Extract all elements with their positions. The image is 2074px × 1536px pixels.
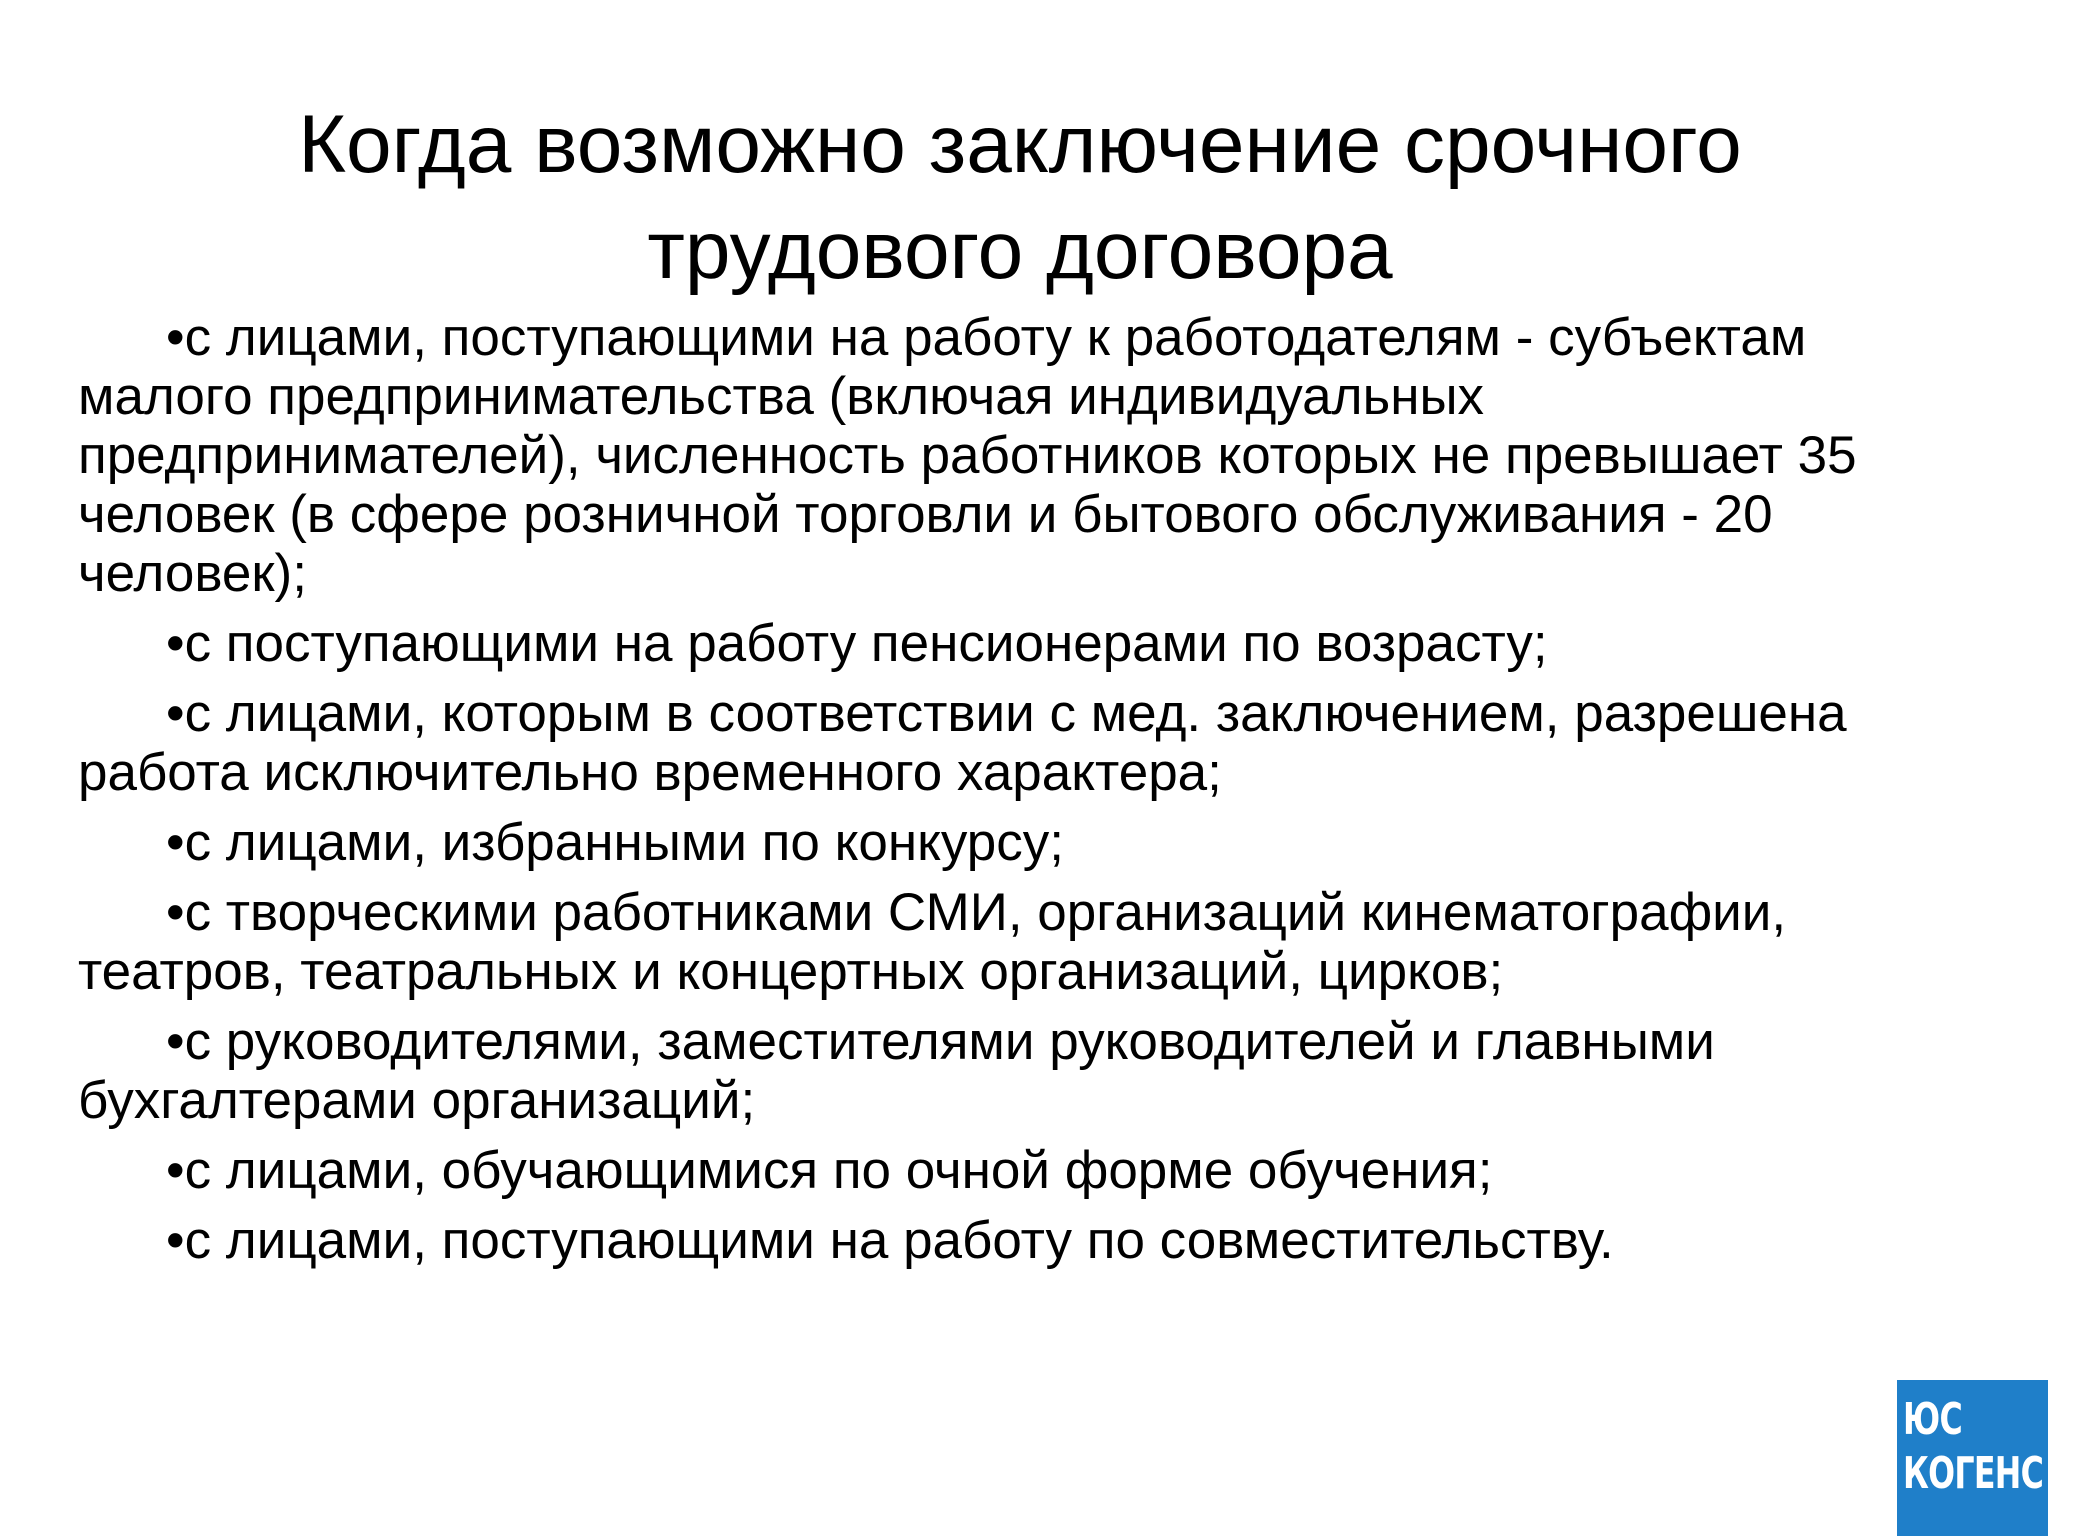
- bullet-text: с лицами, поступающими на работу по совместительству.: [184, 1211, 1614, 1270]
- bullet-item-creative: [78, 883, 1978, 1001]
- bullet-text: с руководителями, заместителями руководителей и главными бухгалтерами организаций;: [78, 1012, 1715, 1130]
- bullet-text: с поступающими на работу пенсионерами по возрасту;: [184, 614, 1548, 673]
- bullet-text: с лицами, поступающими на работу к работодателям - субъектам малого предпринимательства (включая индивидуальных предпринимателей), численность работников которых не превышает 35 человек (в сфере розничной торговли и бытового обслуживания - 20 человек);: [78, 308, 1857, 603]
- bullet-icon: •: [166, 883, 185, 942]
- bullet-text: с лицами, избранными по конкурсу;: [184, 813, 1064, 872]
- slide-title-line-1: Когда возможно заключение срочного: [298, 99, 1742, 190]
- slide-title-line-2: трудового договора: [647, 205, 1393, 296]
- bullet-item-small-business: [78, 308, 1978, 603]
- bullet-item-part-time: [78, 1211, 1978, 1270]
- bullet-item-pensioners: [78, 614, 1978, 673]
- company-logo: [1897, 1380, 2074, 1536]
- bullet-icon: •: [166, 1012, 185, 1071]
- bullet-item-managers: [78, 1012, 1978, 1130]
- bullet-icon: •: [166, 1211, 185, 1270]
- bullet-icon: •: [166, 813, 185, 872]
- bullet-icon: •: [166, 1141, 185, 1200]
- slide-title: [80, 92, 1960, 304]
- logo-text-line-1: ЮС: [1903, 1394, 1963, 1445]
- bullet-icon: •: [166, 684, 185, 743]
- bullet-text: с лицами, обучающимися по очной форме обучения;: [184, 1141, 1493, 1200]
- bullet-item-students: [78, 1141, 1978, 1200]
- bullet-icon: •: [166, 614, 185, 673]
- logo-text-line-2: КОГЕНС Е: [1903, 1448, 2074, 1499]
- bullet-text: с творческими работниками СМИ, организаций кинематографии, театров, театральных и концертных организаций, цирков;: [78, 883, 1787, 1001]
- bullet-icon: •: [166, 308, 185, 367]
- bullet-item-medical: [78, 684, 1978, 802]
- bullet-text: с лицами, которым в соответствии с мед. заключением, разрешена работа исключительно временного характера;: [78, 684, 1847, 802]
- bullet-list: [78, 308, 1978, 1281]
- bullet-item-competition: [78, 813, 1978, 872]
